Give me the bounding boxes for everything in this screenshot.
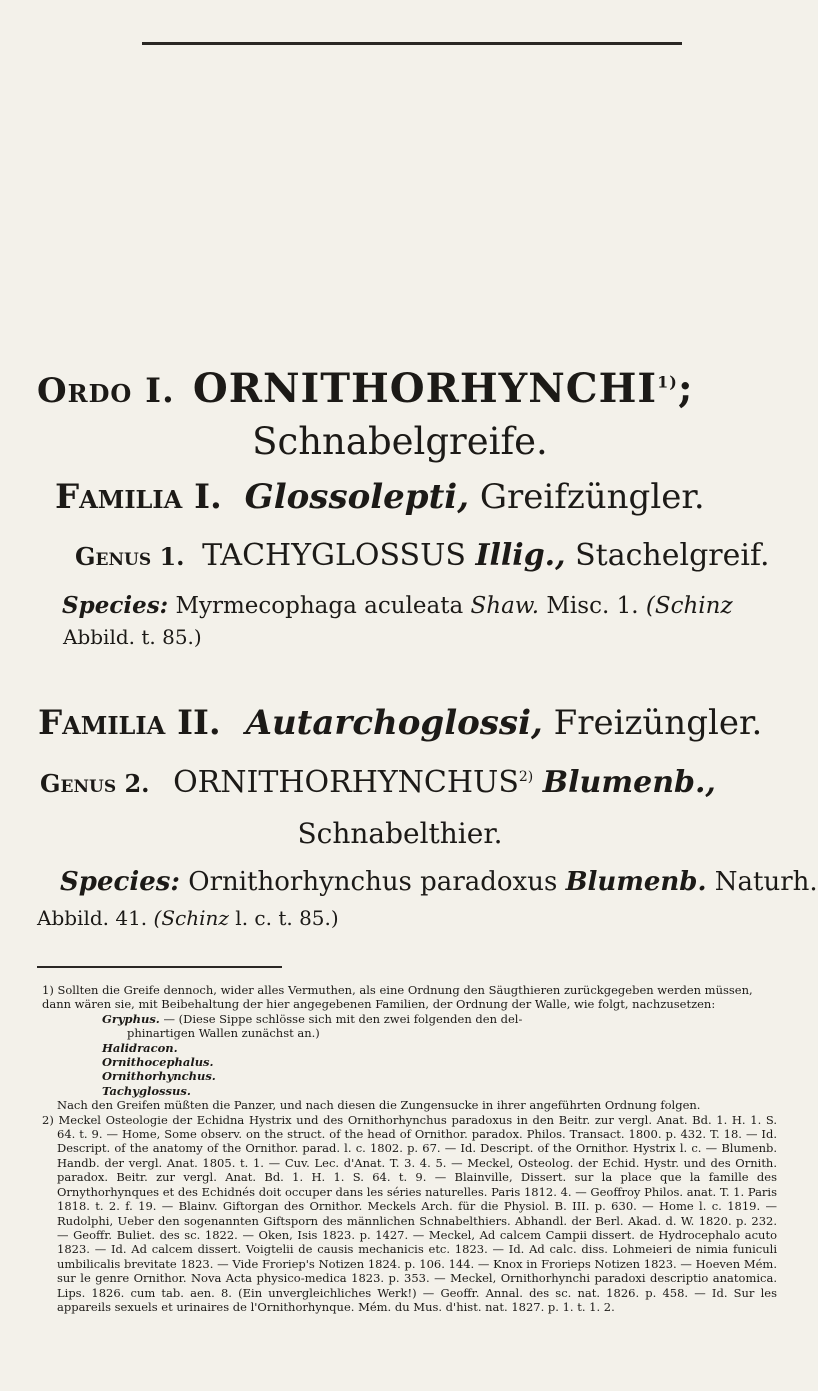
species-2-line: [60, 867, 818, 897]
ordo-trailing: ;: [677, 365, 694, 412]
genus-2-heading: [40, 765, 716, 800]
gryphus-text: — (Diese Sippe schlösse sich mit den zwei folgenden den del-: [163, 1011, 523, 1026]
ordo-heading: [37, 365, 694, 412]
familia-1-name: Glossolepti,: [244, 477, 470, 517]
species-1-ref: Misc. 1.: [546, 593, 639, 619]
ordo-label: Ordo I.: [37, 371, 175, 411]
footnote-1: [42, 983, 777, 1113]
genus-1-name: TACHYGLOSSUS: [202, 538, 466, 573]
ordo-name: ORNITHORHYNCHI: [192, 365, 658, 412]
familia-2-label: Familia II.: [38, 703, 221, 743]
genus-2-german: Schnabelthier.: [297, 817, 503, 850]
abbild-2: [37, 906, 339, 930]
footnote-1-after: Nach den Greifen müßten die Panzer, und nach diesen die Zungensucke in ihrer angeführten Ordnung folgen.: [57, 1098, 701, 1113]
familia-1-german: Greifzüngler.: [479, 477, 705, 517]
footnotes: [42, 983, 777, 1314]
familia-1-heading: [55, 477, 705, 517]
footnote-2: [42, 1113, 777, 1315]
species-2-ref: Naturh.: [714, 867, 818, 897]
footnote-rule: [37, 966, 282, 968]
footnote-1-num: 1): [42, 983, 54, 997]
genus-2-author: Blumenb.,: [542, 765, 716, 800]
genus-1-german: Stachelgreif.: [575, 538, 770, 573]
genus-2-name: ORNITHORHYNCHUS: [173, 765, 519, 800]
footnote-2-num: 2): [42, 1112, 54, 1127]
footnote-1-text: Sollten die Greife dennoch, wider alles Vermuthen, als eine Ordnung den Säugthieren zurückgegeben werden müssen, dann wären sie, mit Beibehaltung der hier angegebenen Familien, der Ordnung der Walle, wie folgt, nachzusetzen:: [42, 983, 753, 1012]
familia-2-german: Freizüngler.: [553, 703, 763, 743]
genus-list-item: Halidracon.: [102, 1040, 178, 1055]
genus-1-author: Illig.,: [475, 538, 566, 573]
top-rule: [142, 42, 682, 45]
genus-1-label: Genus 1.: [75, 542, 185, 571]
genus-list-item: Ornithorhynchus.: [102, 1069, 216, 1084]
abbild-2-b: (Schinz: [153, 906, 229, 930]
species-1-name: Myrmecophaga aculeata: [175, 593, 464, 619]
ordo-note-ref: 1): [657, 372, 678, 392]
genus-list-item: Tachyglossus.: [102, 1083, 191, 1098]
abbild-1: Abbild. t. 85.): [63, 625, 202, 649]
familia-2-name: Autarchoglossi,: [245, 703, 543, 743]
species-2-author: Blumenb.: [565, 867, 707, 897]
genus-1-heading: [75, 538, 770, 573]
abbild-2-c: l. c. t. 85.): [235, 906, 339, 930]
species-2-label: Species:: [60, 867, 180, 897]
footnote-2-text: Meckel Osteologie der Echidna Hystrix und des Ornithorhynchus paradoxus in den Beitr. zur vergl. Anat. Bd. 1. H. 1. S. 64. t. 9. — Home, Some observ. on the struct. of the head of Ornithor. paradox. Philos. Transact. 1800. p. 432. T. 18. — Id. Descript. of the anatomy of the Ornithor. parad. l. c. 1802. p. 67. — Id. Descript. of the Ornithor. Hystrix l. c. — Blumenb. Handb. der vergl. Anat. 1805. t. 1. — Cuv. Lec. d'Anat. T. 3. 4. 5. — Meckel, Osteolog. der Echid. Hystr. und des Ornith. paradox. Beitr. zur vergl. Anat. Bd. 1. H. 1. S. 64. t. 9. — Blainville, Dissert. sur la place que la famille des Ornythorhynques et des Echidnés doit occuper dans les séries naturelles. Paris 1812. 4. — Geoffroy Philos. anat. T. 1. Paris 1818. t. 2. f. 19. — Blainv. Giftorgan des Ornithor. Meckels Arch. für die Physiol. B. III. p. 630. — Home l. c. 1819. — Rudolphi, Ueber den sogenannten Giftsporn des männlichen Schnabelthiers. Abhandl. der Berl. Akad. d. W. 1820. p. 232. — Geoffr. Buliet. des sc. 1822. — Oken, Isis 1823. p. 1427. — Meckel, Ad calcem Campii dissert. de Hydrocephalo acuto 1823. — Id. Ad calcem dissert. Voigtelii de causis mechanicis etc. 1823. — Id. Ad calc. diss. Lohmeieri de nimia funiculi umbilicalis brevitate 1823. — Vide Froriep's Notizen 1824. p. 106. 144. — Knox in Frorieps Notizen 1823. — Hoeven Mém. sur le genre Ornithor. Nova Acta physico-medica 1823. p. 353. — Meckel, Ornithorhynchi paradoxi descriptio anatomica. Lips. 1826. cum tab. aen. 8. (Ein unvergleichliches Werk!) — Geoffr. Annal. des sc. nat. 1826. p. 458. — Id. Sur les appareils sexuels et urinaires de l'Ornithorhynque. Mém. du Mus. d'hist. nat. 1827. p. 1. t. 1. 2.: [57, 1112, 778, 1314]
abbild-2-a: Abbild. 41.: [37, 906, 148, 930]
order-german-name: Schnabelgreife.: [252, 420, 548, 463]
species-1-line: [62, 592, 733, 619]
familia-1-label: Familia I.: [55, 477, 222, 517]
genus-2-label: Genus 2.: [40, 769, 150, 798]
gryphus-label: Gryphus.: [102, 1011, 160, 1026]
genus-2-note-ref: 2): [518, 769, 534, 785]
gryphus-text-2: phinartigen Wallen zunächst an.): [127, 1026, 320, 1041]
species-1-author: Shaw.: [470, 593, 540, 619]
species-1-label: Species:: [62, 592, 169, 619]
species-1-schinz: (Schinz: [645, 593, 733, 619]
species-2-name: Ornithorhynchus paradoxus: [188, 867, 558, 897]
familia-2-heading: [38, 703, 762, 743]
genus-list-item: Ornithocephalus.: [102, 1055, 214, 1070]
